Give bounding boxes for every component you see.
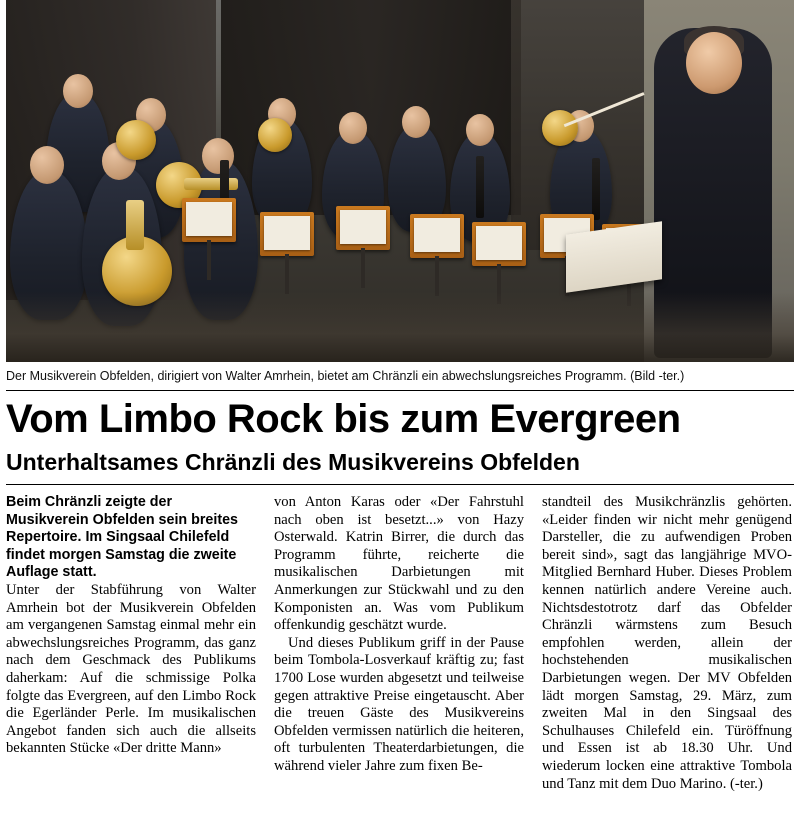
clarinet [592, 158, 600, 220]
stage-floor-shadow [6, 292, 794, 362]
article-subhead: Unterhaltsames Chränzli des Musikvereins Obfelden [6, 449, 580, 475]
sheet-music [186, 202, 232, 236]
article-paragraph: Und dieses Publikum griff in der Pause beim Tombola-Losverkauf kräftig zu; fast 1700 Lose wurden abgesetzt und teilweise gegen attraktive Preise eingetauscht. Aber die treuen Gäste des Musikvereins Obfelden vermissen natürlich die heiteren, oft turbulenten Theaterdarbietungen, die während vieler Jahre zum fixen Be- [274, 634, 524, 774]
article-paragraph: von Anton Karas oder «Der Fahrstuhl nach oben ist besetzt...» von Hazy Osterwald. Katrin Birrer, die durch das Programm führte, reicherte die musikalischen Darbietungen mit Anmerkungen zur Stückwahl und zu den Komponisten an. Was vom Publikum offenkundig geschätzt wurde. [274, 494, 524, 634]
article-paragraph: standteil des Musikchränzlis gehörten. «Leider finden wir nicht mehr genügend Darsteller, die zu aufwendigen Proben bereit sind», sagt das langjährige MVO-Mitglied Bernhard Huber. Dieses Problem kennen natürlich andere Vereine auch. Nichtsdestotrotz darf das Obfelder Chränzli wärmstens zum Besuch empfohlen werden, allein der hochstehenden musikalischen Darbietungen wegen. Der MV Obfelden lädt morgen Samstag, 29. März, zum zweiten Mal in den Singsaal des Schulhauses Chilefeld ein. Türöffnung und Essen ist ab 18.30 Uhr. Und wiederum locken eine attraktive Tombola und Tanz mit dem Duo Marino. (-ter.) [542, 494, 792, 792]
article-photo [6, 0, 794, 362]
article-paragraph: Unter der Stabführung von Walter Amrhein bot der Musikverein Obfelden am vergangenen Samstag einmal mehr ein abwechslungsreiches Programm, das ganz nach dem Geschmack des Publikums daherkam: Auf die schmissige Polka folgte das Evergreen, auf den Limbo Rock die Egerländer Perle. Im musikalischen Angebot fanden sich auch die allseits bekannten Stücke «Der dritte Mann» [6, 581, 256, 757]
page-title: Vom Limbo Rock bis zum Evergreen [6, 397, 681, 441]
article-column-2 [274, 494, 524, 793]
clarinet [476, 156, 484, 218]
musician-head [30, 146, 64, 184]
conductor-head [686, 32, 742, 94]
musician-head [402, 106, 430, 138]
article-column-1 [6, 494, 256, 793]
sheet-music [414, 218, 460, 252]
brass-tube [126, 200, 144, 250]
photo-caption: Der Musikverein Obfelden, dirigiert von Walter Amrhein, bietet am Chränzli ein abwechslungsreiches Programm. (Bild -ter.) [6, 369, 685, 383]
musician-head [202, 138, 234, 174]
sheet-music [340, 210, 386, 244]
headline-divider [6, 484, 794, 485]
article-lead: Beim Chränzli zeigte der Musikverein Obfelden sein breites Repertoire. Im Singsaal Chilefeld findet morgen Samstag die zweite Auflage statt. [6, 494, 239, 581]
caption-divider [6, 390, 794, 391]
horn-bell [542, 110, 578, 146]
article-body [6, 494, 794, 793]
trombone-bell [258, 118, 292, 152]
sheet-music [264, 216, 310, 250]
musician-head [466, 114, 494, 146]
sheet-music [476, 226, 522, 260]
musician-head [63, 74, 93, 108]
musician-head [339, 112, 367, 144]
trumpet-bell [116, 120, 156, 160]
article-column-3 [542, 494, 792, 793]
trumpet-body [184, 178, 238, 190]
